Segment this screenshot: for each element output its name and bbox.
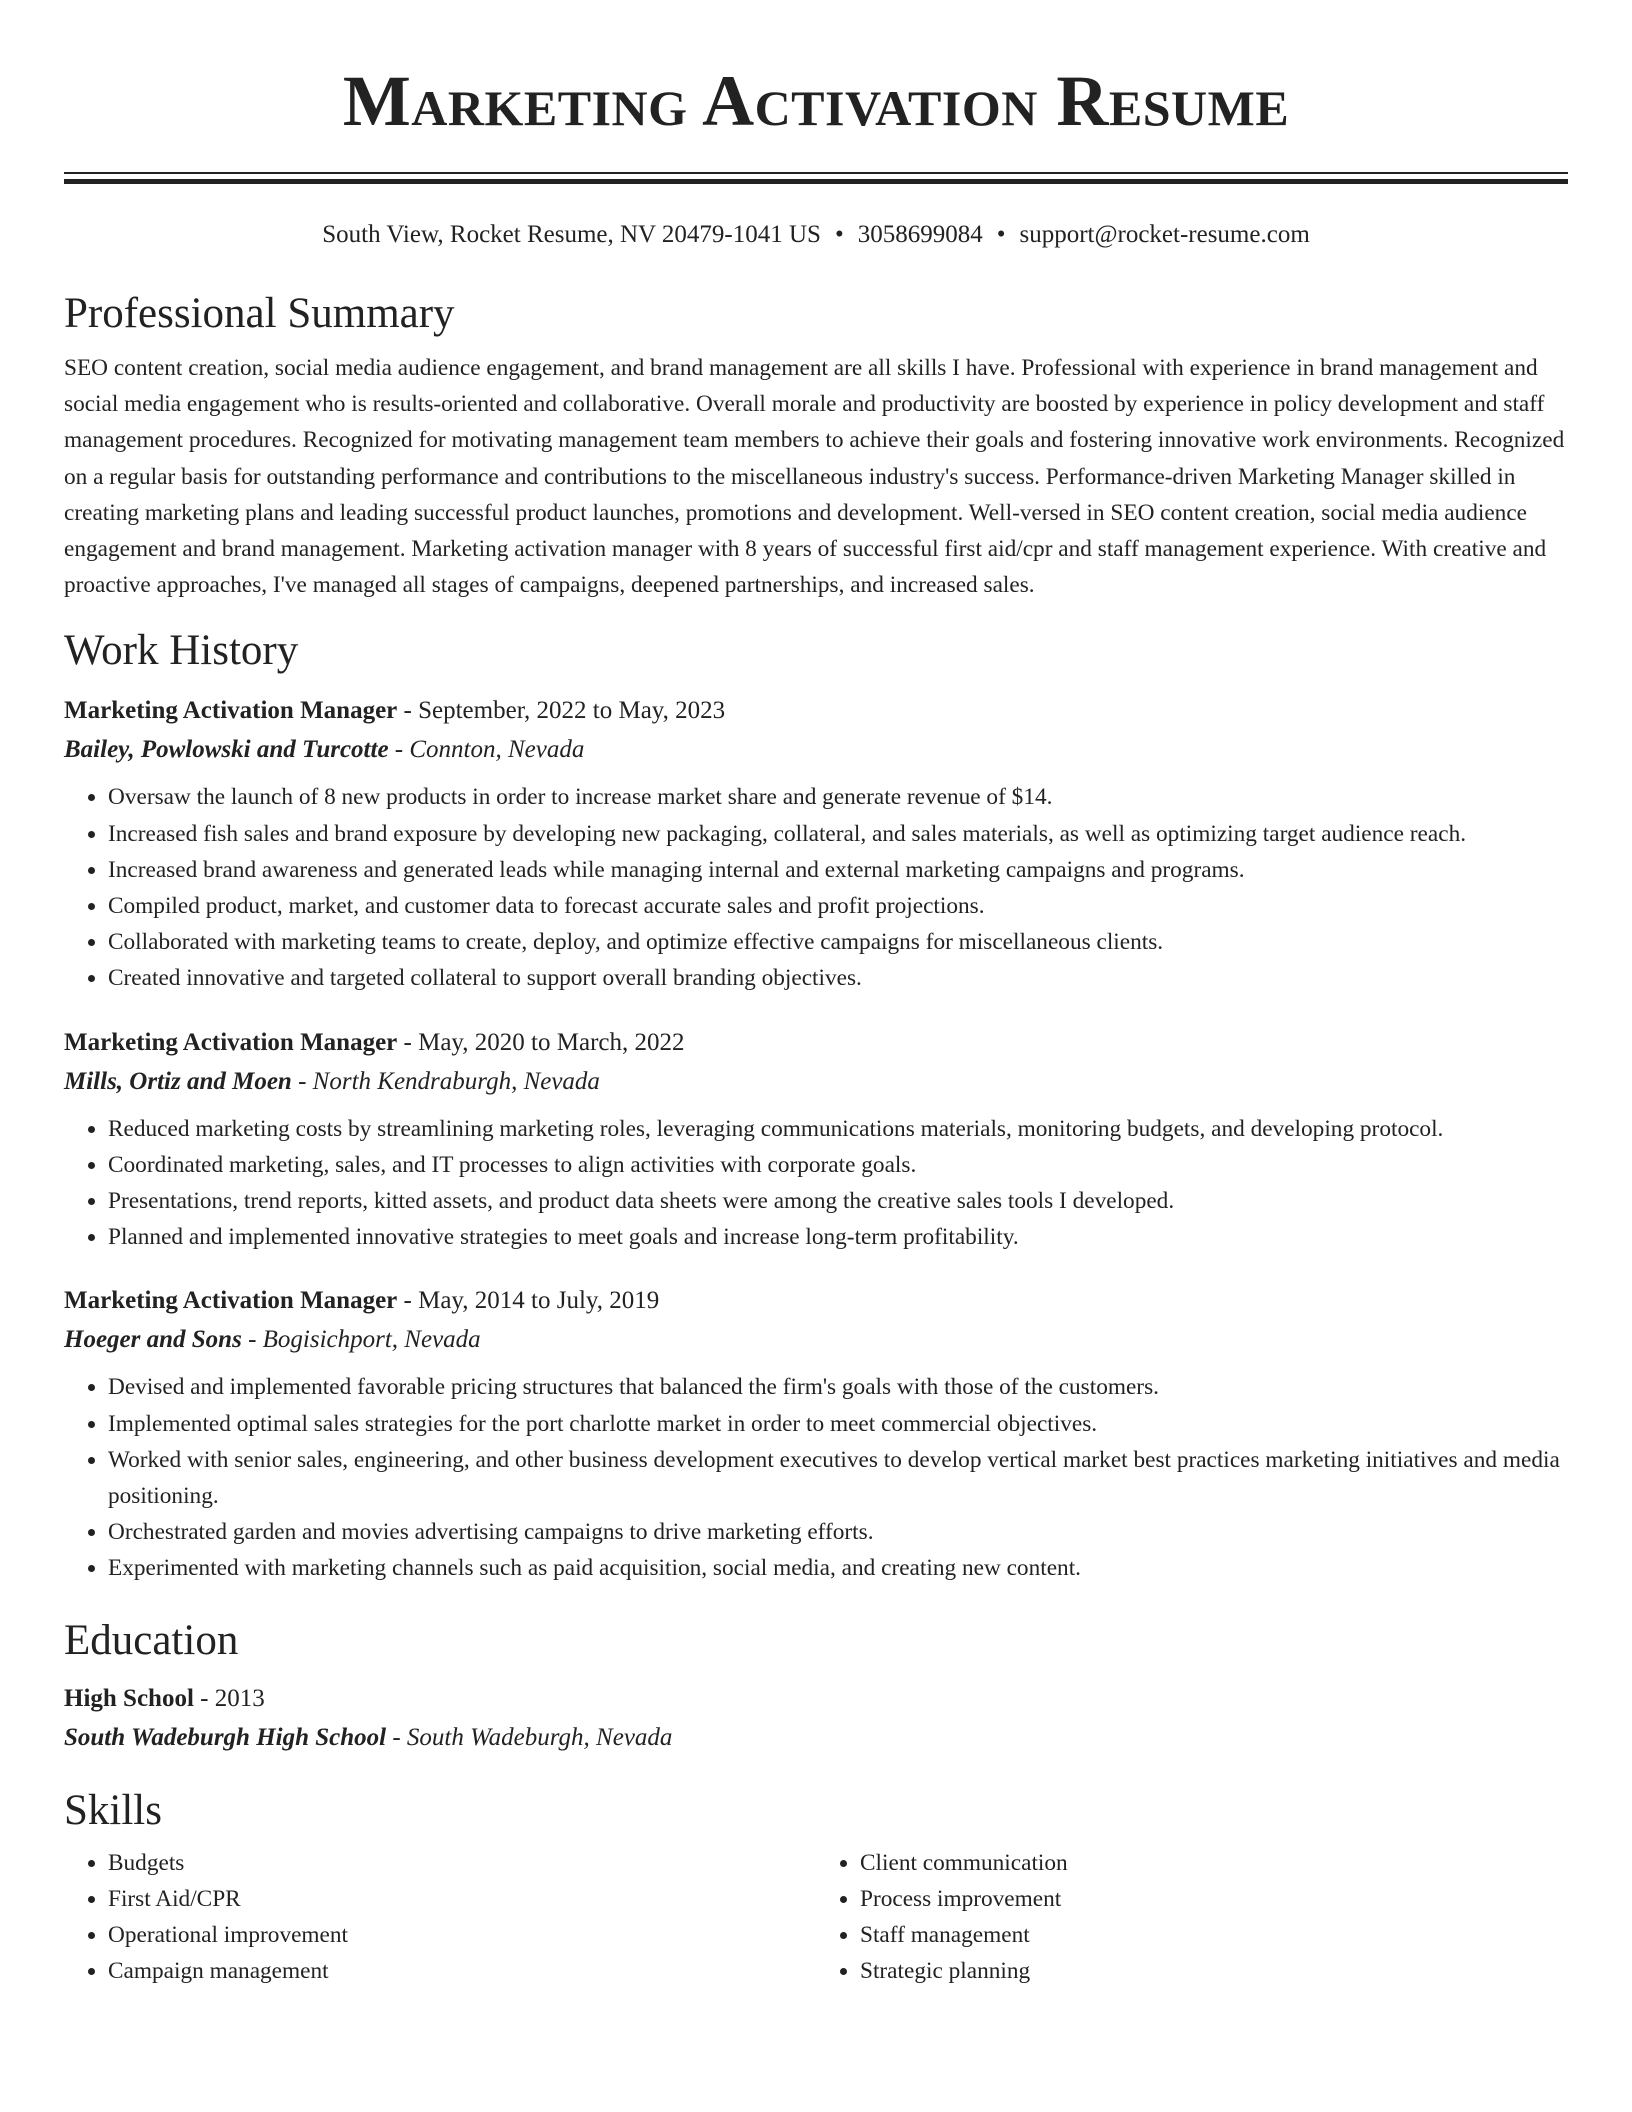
contact-separator: •: [996, 221, 1006, 248]
job-company: Mills, Ortiz and Moen: [64, 1067, 292, 1095]
education-heading: Education: [64, 1616, 239, 1664]
job-entry-3: [64, 1281, 1568, 1586]
job-bullets: [64, 1369, 1568, 1586]
skill-item: • First Aid/CPR: [108, 1881, 816, 1917]
job-bullet: • Implemented optimal sales strategies for the port charlotte market in order to meet commercial objectives.: [108, 1406, 1568, 1442]
job-entry-2: [64, 1023, 1568, 1256]
job-bullet: • Increased brand awareness and generated leads while managing internal and external marketing campaigns and programs.: [108, 852, 1568, 888]
job-location: - Connton, Nevada: [388, 736, 585, 764]
title-divider: [64, 172, 1568, 184]
summary-heading: Professional Summary: [64, 290, 455, 337]
education-entry: [64, 1679, 1568, 1757]
contact-separator: •: [834, 221, 844, 248]
job-title: Marketing Activation Manager: [64, 1028, 398, 1056]
job-company: Bailey, Powlowski and Turcotte: [64, 736, 389, 764]
skill-item: • Campaign management: [108, 1953, 816, 1989]
job-bullets: [64, 1111, 1568, 1256]
contact-phone: 3058699084: [857, 221, 983, 248]
job-bullet: • Increased fish sales and brand exposure by developing new packaging, collateral, and sales materials, as well as optimizing target audience reach.: [108, 816, 1568, 852]
contact-email: support@rocket-resume.com: [1019, 221, 1310, 248]
job-bullet: • Created innovative and targeted collateral to support overall branding objectives.: [108, 960, 1568, 996]
skill-item: • Process improvement: [860, 1881, 1568, 1917]
job-bullet: • Worked with senior sales, engineering, and other business development executives to develop vertical market best practices marketing initiatives and media positioning.: [108, 1442, 1568, 1514]
skill-item: • Strategic planning: [860, 1953, 1568, 1989]
education-school: South Wadeburgh High School: [64, 1723, 387, 1751]
job-company-line: [64, 1063, 1568, 1101]
job-dates: - May, 2020 to March, 2022: [397, 1028, 685, 1056]
job-dates: - September, 2022 to May, 2023: [397, 697, 726, 725]
education-location: - South Wadeburgh, Nevada: [386, 1723, 673, 1751]
job-bullet: • Collaborated with marketing teams to create, deploy, and optimize effective campaigns for miscellaneous clients.: [108, 924, 1568, 960]
job-title-line: [64, 1023, 1568, 1063]
contact-line: [64, 218, 1568, 252]
job-bullet: • Oversaw the launch of 8 new products in order to increase market share and generate revenue of $14.: [108, 779, 1568, 815]
job-bullet: • Presentations, trend reports, kitted assets, and product data sheets were among the creative sales tools I developed.: [108, 1183, 1568, 1219]
job-bullet: • Devised and implemented favorable pricing structures that balanced the firm's goals with those of the customers.: [108, 1369, 1568, 1405]
work-history-heading: Work History: [64, 627, 299, 675]
job-title: Marketing Activation Manager: [64, 1287, 398, 1315]
job-title: Marketing Activation Manager: [64, 697, 398, 725]
skill-item: • Staff management: [860, 1917, 1568, 1953]
contact-address: South View, Rocket Resume, NV 20479-1041 US: [322, 221, 821, 248]
job-dates: - May, 2014 to July, 2019: [397, 1287, 660, 1315]
job-location: - Bogisichport, Nevada: [241, 1326, 481, 1354]
skills-list-left: [64, 1845, 816, 1990]
job-bullet: • Compiled product, market, and customer data to forecast accurate sales and profit projections.: [108, 888, 1568, 924]
resume-title: Marketing Activation Resume: [342, 61, 1290, 141]
summary-text: SEO content creation, social media audience engagement, and brand management are all skills I have. Professional with experience in brand management and social media engagement who is results-oriented and collaborative. Overall morale and productivity are boosted by experience in policy development and staff management procedures. Recognized for motivating management team members to achieve their goals and fostering innovative work environments. Recognized on a regular basis for outstanding performance and contributions to the miscellaneous industry's success. Performance-driven Marketing Manager skilled in creating marketing plans and leading successful product launches, promotions and development. Well-versed in SEO content creation, social media audience engagement and brand management. Marketing activation manager with 8 years of successful first aid/cpr and staff management experience. With creative and proactive approaches, I've managed all stages of campaigns, deepened partnerships, and increased sales.: [64, 355, 1565, 599]
education-degree-line: [64, 1679, 1568, 1719]
job-location: - North Kendraburgh, Nevada: [291, 1067, 600, 1095]
job-company: Hoeger and Sons: [64, 1326, 242, 1354]
skill-item: • Client communication: [860, 1845, 1568, 1881]
skills-heading: Skills: [64, 1786, 162, 1834]
job-bullet: • Orchestrated garden and movies advertising campaigns to drive marketing efforts.: [108, 1514, 1568, 1550]
skill-item: • Budgets: [108, 1845, 816, 1881]
job-company-line: [64, 731, 1568, 769]
skills-columns: [64, 1845, 1568, 1990]
job-bullet: • Experimented with marketing channels such as paid acquisition, social media, and creating new content.: [108, 1550, 1568, 1586]
education-degree: High School: [64, 1684, 194, 1712]
job-bullet: • Coordinated marketing, sales, and IT processes to align activities with corporate goals.: [108, 1147, 1568, 1183]
job-entry-1: [64, 691, 1568, 996]
education-year: - 2013: [193, 1684, 265, 1712]
skills-list-right: [816, 1845, 1568, 1990]
job-bullet: • Reduced marketing costs by streamlining marketing roles, leveraging communications materials, monitoring budgets, and developing protocol.: [108, 1111, 1568, 1147]
education-school-line: [64, 1719, 1568, 1757]
skill-item: • Operational improvement: [108, 1917, 816, 1953]
job-title-line: [64, 1281, 1568, 1321]
job-company-line: [64, 1321, 1568, 1359]
job-bullet: • Planned and implemented innovative strategies to meet goals and increase long-term profitability.: [108, 1219, 1568, 1255]
job-title-line: [64, 691, 1568, 731]
job-bullets: [64, 779, 1568, 996]
